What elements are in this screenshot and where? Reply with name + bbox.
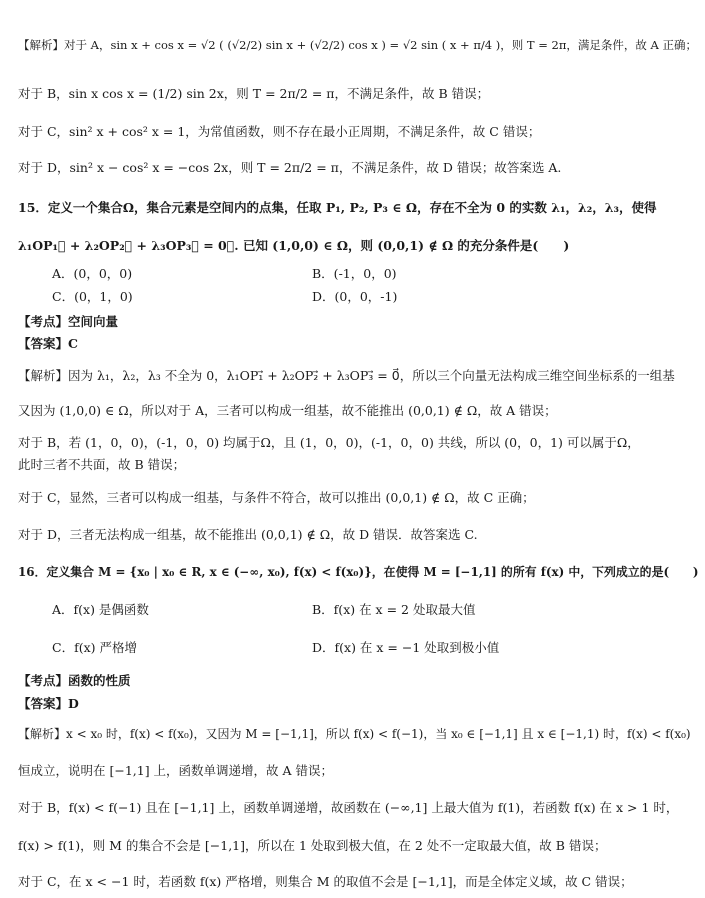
q15-analysis-line-2: 又因为 (1,0,0) ∈ Ω，所以对于 A，三者可以构成一组基，故不能推出 (0,0,1) ∉ Ω，故 A 错误； bbox=[18, 403, 557, 418]
q15-analysis-line-6: 对于 D，三者无法构成一组基，故不能推出 (0,0,1) ∉ Ω，故 D 错误．故答案选 C. bbox=[18, 527, 478, 542]
q14-analysis-line-2: 对于 B，sin x cos x = (1/2) sin 2x，则 T = 2π/2 = π，不满足条件，故 B 错误； bbox=[18, 86, 490, 101]
q16-option-a: A．f(x) 是偶函数 bbox=[52, 602, 149, 617]
q16-analysis-line-4: f(x) > f(1)，则 M 的集合不会是 [−1,1]，所以在 1 处取到极大值，在 2 处不一定取最大值，故 B 错误； bbox=[18, 838, 607, 853]
q15-option-c: C．(0，1，0) bbox=[52, 289, 133, 304]
q14-analysis-line-1: 【解析】对于 A，sin x + cos x = √2 ( (√2/2) sin x + (√2/2) cos x ) = √2 sin ( x + π/4 )，则 T = 2π，满足条件，故 A 正确； bbox=[18, 38, 697, 52]
q16-answer: 【答案】D bbox=[18, 696, 79, 711]
q15-option-a: A．(0，0，0) bbox=[52, 266, 133, 281]
q16-analysis-line-5: 对于 C，在 x < −1 时，若函数 f(x) 严格增，则集合 M 的取值不会是 [−1,1]，而是全体定义域，故 C 错误； bbox=[18, 874, 633, 889]
q15-analysis-line-3: 对于 B，若 (1，0，0)，(-1，0，0) 均属于Ω，且 (1，0，0)，(-1，0，0) 共线，所以 (0，0，1) 可以属于Ω， bbox=[18, 435, 640, 450]
q14-analysis-line-4: 对于 D，sin² x − cos² x = −cos 2x，则 T = 2π/2 = π，不满足条件，故 D 错误；故答案选 A. bbox=[18, 160, 562, 175]
q16-option-c: C．f(x) 严格增 bbox=[52, 640, 137, 655]
q15-option-b: B．(-1，0，0) bbox=[312, 266, 397, 281]
q16-analysis-line-3: 对于 B，f(x) < f(−1) 且在 [−1,1] 上，函数单调递增，故函数在 (−∞,1] 上最大值为 f(1)，若函数 f(x) 在 x > 1 时， bbox=[18, 800, 679, 815]
q16-option-b: B．f(x) 在 x = 2 处取最大值 bbox=[312, 602, 476, 617]
q15-answer: 【答案】C bbox=[18, 336, 78, 351]
q16-stem: 16．定义集合 M = {x₀ | x₀ ∈ R, x ∈ (−∞, x₀), f(x) < f(x₀)}，在使得 M = [−1,1] 的所有 f(x) 中，下列成立的是( ) bbox=[18, 565, 699, 579]
q15-analysis-line-5: 对于 C，显然，三者可以构成一组基，与条件不符合，故可以推出 (0,0,1) ∉ Ω，故 C 正确； bbox=[18, 490, 535, 505]
q15-stem-line-2: λ₁OP₁⃗ + λ₂OP₂⃗ + λ₃OP₃⃗ = 0⃗. 已知 (1,0,0) ∈ Ω，则 (0,0,1) ∉ Ω 的充分条件是( ) bbox=[18, 238, 570, 253]
q14-analysis-line-3: 对于 C，sin² x + cos² x = 1，为常值函数，则不存在最小正周期，不满足条件，故 C 错误； bbox=[18, 124, 541, 139]
q15-stem-line-1: 15．定义一个集合Ω，集合元素是空间内的点集，任取 P₁, P₂, P₃ ∈ Ω，存在不全为 0 的实数 λ₁，λ₂，λ₃，使得 bbox=[18, 200, 657, 215]
q16-analysis-line-1: 【解析】x < x₀ 时，f(x) < f(x₀)，又因为 M = [−1,1]，所以 f(x) < f(−1)，当 x₀ ∈ [−1,1] 且 x ∈ [−1,1) 时，f(x) < f(x₀) bbox=[18, 727, 691, 741]
q15-option-d: D．(0，0，-1) bbox=[312, 289, 398, 304]
q15-topic: 【考点】空间向量 bbox=[18, 314, 119, 329]
q15-analysis-line-4: 此时三者不共面，故 B 错误； bbox=[18, 457, 186, 472]
q16-topic: 【考点】函数的性质 bbox=[18, 673, 131, 688]
q16-analysis-line-2: 恒成立，说明在 [−1,1] 上，函数单调递增，故 A 错误； bbox=[18, 763, 334, 778]
q15-analysis-line-1: 【解析】因为 λ₁，λ₂，λ₃ 不全为 0，λ₁OP₁⃗ + λ₂OP₂⃗ + λ₃OP₃⃗ = 0⃗，所以三个向量无法构成三维空间坐标系的一组基 bbox=[18, 368, 675, 383]
q16-option-d: D．f(x) 在 x = −1 处取到极小值 bbox=[312, 640, 500, 655]
